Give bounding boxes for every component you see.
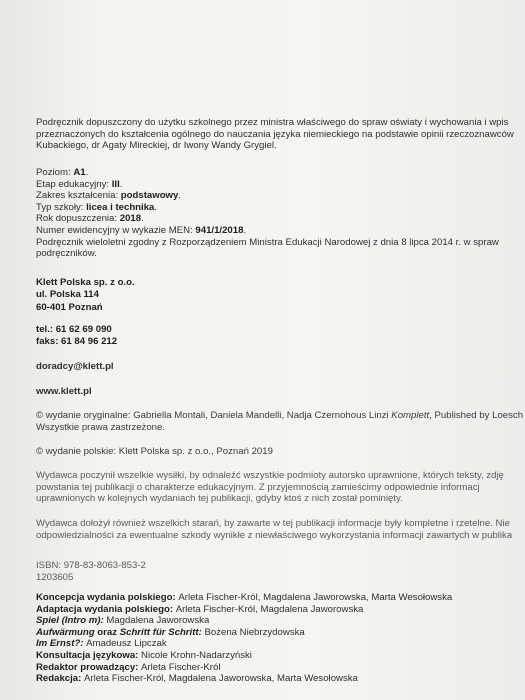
scope-label: Zakres kształcenia: — [36, 190, 121, 202]
credit-concept-label: Koncepcja wydania polskiego: — [36, 592, 179, 603]
credit-im-ernst-label: Im Ernst?: — [36, 638, 87, 650]
original-copyright-line-1 — [36, 410, 523, 422]
rights-notice-line-1: Wydawca poczynił wszelkie wysiłki, by odnaleźć wszystkie podmioty autorsko uprawnione, których teksty, zdję — [36, 470, 504, 481]
scope-value: podstawowy — [120, 190, 179, 202]
stage-label: Etap edukacyjny: — [36, 178, 112, 190]
rights-reserved: Wszystkie prawa zastrzeżone. — [36, 421, 166, 433]
product-code: 1203605 — [36, 571, 74, 583]
scope-row: Zakres kształcenia: podstawowy. — [36, 190, 182, 202]
credit-warmup-label-a: Aufwärmung — [36, 626, 95, 638]
stage-value: III — [111, 178, 120, 190]
compliance-line-2: podręczników. — [36, 248, 97, 260]
isbn-block — [36, 560, 146, 583]
registry-number-value: 941/1/2018 — [195, 224, 244, 236]
credit-adaptation — [36, 604, 452, 616]
credit-concept-value: Arleta Fischer-Król, Magdalena Jaworowska, Marta Wesołowska — [178, 592, 453, 603]
credit-warmup-label-b: oraz — [94, 626, 120, 638]
school-type-label: Typ szkoły: — [36, 201, 87, 213]
rights-notice-line-2: powstania tej publikacji o charakterze edukacyjnym. Z przyjemnością zamieścimy odpowiednie informacj — [36, 481, 480, 493]
original-copyright — [36, 410, 523, 433]
credit-language-consult-label: Konsultacja językowa: — [36, 649, 142, 661]
credit-spiel — [36, 615, 452, 627]
rights-notice-line-3: uprawnionych w kolejnych wydaniach tej publikacji, gdyby ktoś z nich został pominięty. — [36, 493, 403, 505]
approval-year-value: 2018 — [119, 213, 142, 225]
credit-editing-label: Redakcja: — [36, 673, 84, 685]
approval-paragraph — [36, 117, 514, 152]
credit-language-consult — [36, 650, 452, 662]
publisher-tel: tel.: 61 62 69 090 — [36, 324, 112, 335]
credit-editing-value: Arleta Fischer-Król, Magdalena Jaworowska, Marta Wesołowska — [84, 673, 358, 685]
credit-im-ernst — [36, 638, 452, 650]
approval-line-3: Kubackiego, dr Agaty Mireckiej, dr Iwony Wandy Grygiel. — [36, 140, 277, 152]
approval-year-label: Rok dopuszczenia: — [36, 213, 120, 225]
credit-lead-editor-value: Arleta Fischer-Król — [141, 661, 221, 673]
compliance-line-1: Podręcznik wieloletni zgodny z Rozporządzeniem Ministra Edukacji Narodowej z dnia 8 lipca 2014 r. w spraw — [36, 236, 499, 248]
original-publisher: , Published by Loesch — [429, 410, 524, 421]
credit-warmup-value: Bożena Niebrzydowska — [204, 626, 305, 638]
liability-notice-line-2: odpowiedzialności za ewentualne szkody wynikłe z niewłaściwego wykorzystania informacji zawartych w publika — [36, 529, 513, 541]
approval-year-row: Rok dopuszczenia: 2018. — [36, 213, 144, 225]
rights-holders-notice — [36, 470, 504, 505]
approval-line-1: Podręcznik dopuszczony do użytku szkolnego przez ministra właściwego do spraw oświaty i wychowania i wpis — [36, 117, 509, 128]
credit-spiel-label: Spiel (Intro m): — [36, 615, 107, 627]
publisher-address — [36, 277, 135, 314]
publisher-website-link[interactable]: www.klett.pl — [36, 386, 92, 397]
credit-im-ernst-value: Amadeusz Lipczak — [86, 638, 167, 650]
credits-block — [36, 592, 452, 685]
credit-concept — [36, 592, 452, 604]
credit-lead-editor-label: Redaktor prowadzący: — [36, 661, 142, 673]
level-label: Poziom: — [36, 167, 74, 178]
credit-editing — [36, 673, 452, 685]
original-authors: © wydanie oryginalne: Gabriella Montali, Daniela Mandelli, Nadja Czernohous Linzi — [36, 410, 392, 421]
registry-number-row: Numer ewidencyjny w wykazie MEN: 941/1/2018. — [36, 224, 247, 236]
credit-lead-editor — [36, 662, 452, 674]
publisher-email-link[interactable]: doradcy@klett.pl — [36, 361, 114, 372]
publisher-phones — [36, 324, 117, 349]
credit-adaptation-label: Adaptacja wydania polskiego: — [36, 603, 176, 615]
credit-spiel-value: Magdalena Jaworowska — [106, 615, 210, 627]
original-title: Komplett — [391, 410, 430, 421]
approval-metadata — [36, 167, 499, 260]
liability-notice-line-1: Wydawca dołożył również wszelkich starań, by zawarte w tej publikacji informacje były kompletne i rzetelne. Nie — [36, 518, 510, 529]
registry-number-label: Numer ewidencyjny w wykazie MEN: — [36, 224, 196, 236]
credit-language-consult-value: Nicole Krohn-Nadarzyński — [141, 649, 252, 661]
level-value: A1 — [73, 167, 86, 178]
credit-warmup — [36, 627, 452, 639]
polish-copyright: © wydanie polskie: Klett Polska sp. z o.o., Poznań 2019 — [36, 446, 273, 457]
approval-line-2: przeznaczonych do kształcenia ogólnego do nauczania języka niemieckiego na podstawie opinii rzeczoznawców — [36, 128, 514, 140]
publisher-name: Klett Polska sp. z o.o. — [36, 277, 135, 288]
isbn-number: ISBN: 978-83-8063-853-2 — [36, 560, 146, 571]
liability-notice — [36, 518, 512, 541]
credit-warmup-label-c: Schritt für Schritt: — [119, 626, 205, 638]
stage-row: Etap edukacyjny: III. — [36, 178, 123, 190]
school-type-row: Typ szkoły: licea i technika. — [36, 201, 158, 213]
publisher-street: ul. Polska 114 — [36, 289, 99, 301]
publisher-fax: faks: 61 84 96 212 — [36, 336, 118, 348]
level-row: Poziom: A1. — [36, 167, 89, 178]
school-type-value: licea i technika — [86, 201, 155, 213]
publisher-city: 60-401 Poznań — [36, 301, 103, 313]
credit-adaptation-value: Arleta Fischer-Król, Magdalena Jaworowska — [175, 603, 364, 615]
